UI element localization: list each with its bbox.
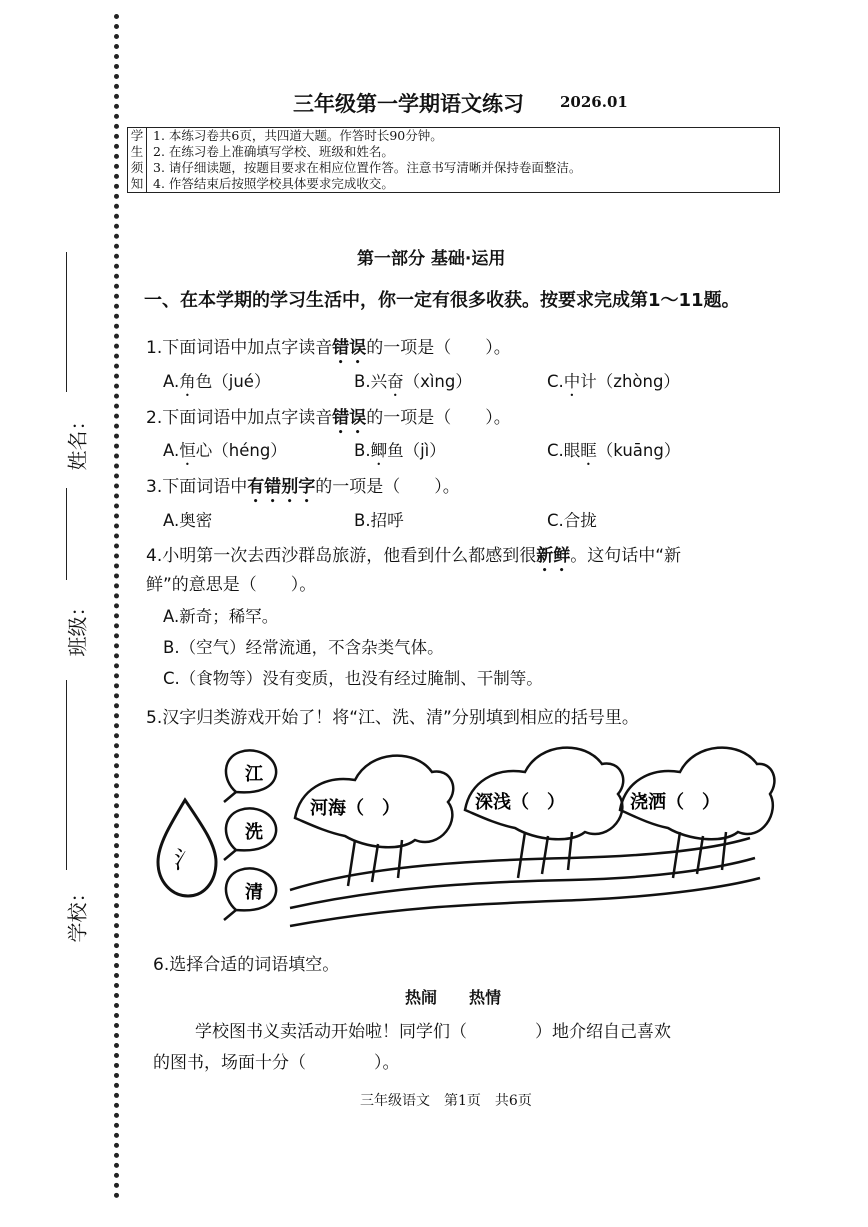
notice-item: 1. 本练习卷共6页，共四道大题。作答时长90分钟。	[147, 128, 780, 145]
char-leaf-1	[224, 750, 276, 802]
question-4-line2: 鲜”的意思是（ ）。	[146, 575, 317, 595]
question-2	[146, 403, 511, 438]
char-jiang: 江	[245, 764, 263, 785]
q1-option-b[interactable]: B.兴奋（xìng）	[354, 372, 472, 391]
wave-lines	[290, 838, 760, 926]
q2-text: 2.下面词语中加点字读音	[146, 408, 333, 428]
q1-emphasis: 错误	[332, 338, 367, 358]
class-label: 班级：	[65, 596, 90, 657]
notice-item: 2. 在练习卷上准确填写学校、班级和姓名。	[147, 144, 780, 160]
notice-key: 学	[128, 128, 147, 145]
char-leaf-3	[224, 868, 276, 920]
tree-1	[295, 756, 453, 886]
radical-classification-figure	[140, 740, 780, 930]
q4-option-b[interactable]: B.（空气）经常流通，不含杂类气体。	[163, 638, 444, 657]
tree-label-jiaosa: 浇洒（ ）	[630, 792, 720, 813]
q3-emphasis: 有错别字	[247, 477, 316, 497]
char-leaf-2	[224, 808, 276, 860]
q3-option-b[interactable]: B.招呼	[354, 511, 404, 530]
tree-label-hehai: 河海（ ）	[310, 798, 400, 819]
school-label: 学校：	[65, 882, 90, 943]
q3-text-end: 的一项是（ ）。	[315, 477, 460, 497]
q1-option-c[interactable]: C.中计（zhòng）	[547, 372, 680, 391]
tree-label-shenqian: 深浅（ ）	[475, 792, 565, 813]
notice-key: 生	[128, 144, 147, 160]
notice-item: 4. 作答结束后按照学校具体要求完成收交。	[147, 176, 780, 193]
char-xi: 洗	[245, 822, 263, 843]
q3-text: 3.下面词语中	[146, 477, 248, 497]
q2-text-end: 的一项是（ ）。	[366, 408, 511, 428]
q6-paragraph-line2: 的图书，场面十分（ ）。	[153, 1053, 400, 1073]
word-renao: 热闹	[405, 988, 438, 1007]
name-underline[interactable]	[66, 252, 67, 392]
student-notice-table	[127, 127, 780, 193]
section-heading: 一、在本学期的学习生活中，你一定有很多收获。按要求完成第1～11题。	[144, 290, 740, 311]
q3-option-a[interactable]: A.奥密	[163, 511, 213, 530]
question-5: 5.汉字归类游戏开始了！将“江、洗、清”分别填到相应的括号里。	[146, 708, 639, 728]
q1-text-end: 的一项是（ ）。	[366, 338, 511, 358]
page-footer: 三年级语文 第1页 共6页	[360, 1093, 532, 1109]
q2-option-c[interactable]: C.眼眶（kuāng）	[547, 441, 681, 460]
q2-emphasis: 错误	[332, 408, 367, 428]
word-choices	[405, 985, 501, 1008]
question-1	[146, 333, 511, 368]
word-reqing: 热情	[469, 988, 502, 1007]
q1-option-a[interactable]: A.角色（jué）	[163, 372, 271, 391]
binding-dotted-line	[114, 14, 119, 1199]
page-title: 三年级第一学期语文练习	[293, 92, 524, 116]
radical-text: 氵	[174, 846, 198, 874]
question-3	[146, 472, 460, 507]
water-drop-radical	[158, 800, 216, 896]
q3-option-c[interactable]: C.合拢	[547, 511, 597, 530]
class-underline[interactable]	[66, 488, 67, 580]
q2-option-b[interactable]: B.鲫鱼（jì）	[354, 441, 446, 460]
q4-option-c[interactable]: C.（食物等）没有变质，也没有经过腌制、干制等。	[163, 669, 543, 688]
part-heading: 第一部分 基础·运用	[357, 249, 506, 269]
school-underline[interactable]	[66, 680, 67, 870]
notice-key: 须	[128, 160, 147, 176]
q1-text: 1.下面词语中加点字读音	[146, 338, 333, 358]
name-label: 姓名：	[65, 410, 90, 471]
question-6: 6.选择合适的词语填空。	[153, 955, 340, 975]
q2-option-a[interactable]: A.恒心（héng）	[163, 441, 287, 460]
q4-option-a[interactable]: A.新奇；稀罕。	[163, 607, 279, 626]
notice-item: 3. 请仔细读题，按题目要求在相应位置作答。注意书写清晰并保持卷面整洁。	[147, 160, 780, 176]
char-qing: 清	[245, 882, 263, 903]
q6-paragraph-line1: 学校图书义卖活动开始啦！同学们（ ）地介绍自己喜欢	[195, 1022, 671, 1042]
exam-date: 2026.01	[560, 93, 628, 111]
question-4: 4.小明第一次去西沙群岛旅游，他看到什么都感到很新鲜。这句话中“新	[146, 546, 682, 566]
notice-key: 知	[128, 176, 147, 193]
